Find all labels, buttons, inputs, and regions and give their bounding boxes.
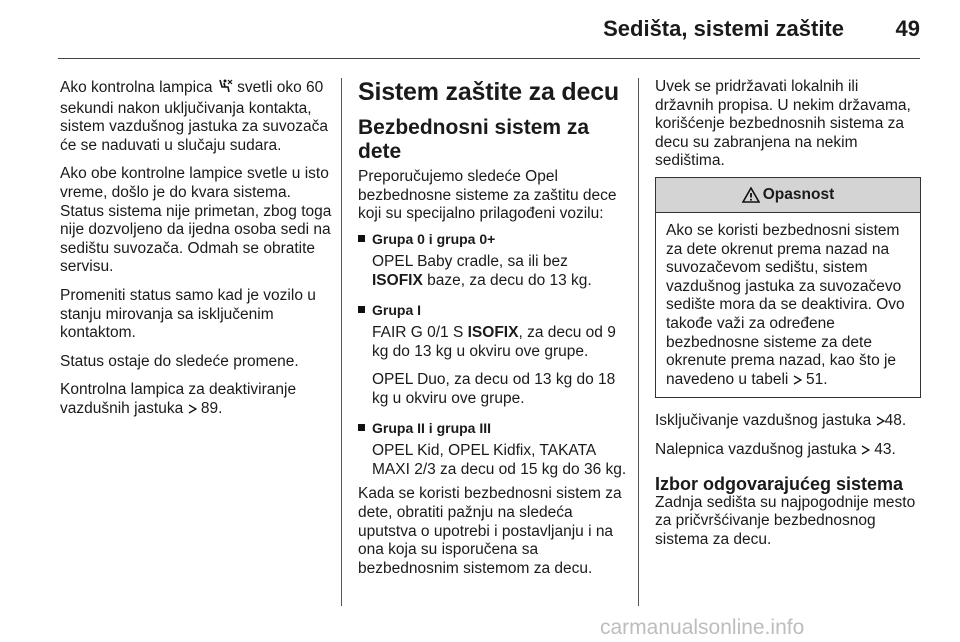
isofix-label: ISOFIX bbox=[372, 271, 423, 289]
column-1 bbox=[60, 78, 332, 429]
column-divider-2 bbox=[638, 78, 639, 606]
bullet-square-icon bbox=[358, 235, 365, 242]
page-number: 49 bbox=[895, 16, 920, 41]
column-3 bbox=[655, 78, 921, 559]
page-reference-link[interactable]: 48. bbox=[884, 412, 907, 430]
paragraph-text: Ako kontrolna lampica bbox=[60, 79, 213, 96]
paragraph-status-remains: Status ostaje do sledeće promene. bbox=[60, 352, 299, 370]
page-reference-arrow-icon bbox=[861, 442, 870, 452]
warning-text: Ako se koristi bezbednosni sistem za dete okrenut prema nazad na suvozačevom sedištu, sistem vazdušnog jastuka za suvozačevo sedište mora da se deaktivira. Ovo takođe važi za određene bezbednosne sisteme za dete okrenute prema nazad, kao što je navedeno u tabeli bbox=[666, 221, 905, 388]
watermark: carmanualsonline.info bbox=[600, 616, 805, 639]
list-item bbox=[358, 301, 630, 321]
subsection-heading: Izbor odgovarajućeg sistema bbox=[655, 473, 904, 494]
paragraph-change-status: Promeniti status samo kad je vozilo u stanju mirovanja sa isključenim kontaktom. bbox=[60, 286, 316, 342]
group-description bbox=[358, 253, 630, 290]
warning-title: Opasnost bbox=[762, 185, 835, 203]
group-text: FAIR G 0/1 S bbox=[372, 324, 464, 342]
page-reference-link[interactable]: 43. bbox=[874, 440, 896, 458]
reference-text: Isključivanje vazdušnog jastuka bbox=[655, 412, 872, 430]
intro-paragraph: Preporučujemo sledeće Opel bezbednosne sisteme za zaštitu dece koji su specijalno prilagođeni vozilu: bbox=[358, 168, 617, 223]
group-title: Grupa I bbox=[372, 301, 422, 318]
bullet-square-icon bbox=[358, 306, 365, 313]
cross-reference bbox=[655, 412, 921, 431]
group-description: OPEL Kid, OPEL Kidfix, TAKATA MAXI 2/3 za decu od 15 kg do 36 kg. bbox=[372, 442, 627, 478]
column-2 bbox=[358, 78, 630, 588]
warning-triangle-icon bbox=[742, 187, 760, 203]
column-divider-1 bbox=[341, 78, 342, 606]
bullet-square-icon bbox=[358, 424, 365, 431]
regulations-paragraph: Uvek se pridržavati lokalnih ili državnih propisa. U nekim državama, korišćenje bezbednosnih sistema za decu su zabranjena na nekim sedištima. bbox=[655, 78, 911, 170]
page-reference-link[interactable]: 51. bbox=[806, 370, 828, 388]
paragraph-text: svetli oko 60 sekundi nakon uključivanja kontakta, sistem vazdušnog jastuka za suvozača će se naduvati u slučaju sudara. bbox=[60, 79, 328, 154]
airbag-off-seat-icon bbox=[217, 78, 233, 100]
page-reference-arrow-icon bbox=[793, 372, 802, 382]
warning-body bbox=[656, 213, 920, 397]
list-item bbox=[358, 230, 630, 250]
cross-reference bbox=[655, 441, 921, 460]
warning-header bbox=[656, 178, 920, 213]
header-divider bbox=[58, 58, 920, 59]
running-header-title: Sedišta, sistemi zaštite bbox=[603, 16, 844, 41]
page-reference-link[interactable]: 89. bbox=[200, 399, 223, 417]
rear-seats-paragraph: Zadnja sedišta su najpogodnije mesto za pričvršćivanje bezbednosnog sistema za decu. bbox=[655, 493, 916, 548]
paragraph-fault: Ako obe kontrolne lampice svetle u isto vreme, došlo je do kvara sistema. Status sistema nije primetan, zbog toga nije dozvoljeno da ijedna osoba sedi na sedištu suvozača. Odmah se obratite servisu. bbox=[60, 165, 332, 276]
subsection-heading: Bezbednosni sistem za dete bbox=[358, 116, 590, 163]
group-title: Grupa II i grupa III bbox=[372, 419, 492, 436]
page-reference-arrow-icon bbox=[876, 413, 885, 423]
reference-text: Nalepnica vazdušnog jastuka bbox=[655, 440, 857, 458]
group-description: OPEL Duo, za decu od 13 kg do 18 kg u okviru ove grupe. bbox=[372, 371, 616, 407]
group-description bbox=[358, 324, 630, 361]
group-text: baze, za decu do 13 kg. bbox=[427, 271, 592, 289]
group-text: OPEL Baby cradle, sa ili bez bbox=[372, 253, 568, 271]
closing-paragraph: Kada se koristi bezbednosni sistem za dete, obratiti pažnju na sledeća uputstva o upotrebi i postavljanju i na ona koja su isporučena sa bezbednosnim sistemom za decu. bbox=[358, 485, 622, 577]
warning-box bbox=[655, 177, 921, 398]
group-title: Grupa 0 i grupa 0+ bbox=[372, 230, 496, 247]
paragraph-deactivation-ref bbox=[60, 381, 332, 418]
page-reference-arrow-icon bbox=[188, 401, 197, 411]
group-text: , za decu od 9 kg do 13 kg u okviru ove grupe. bbox=[372, 324, 616, 360]
paragraph-text: Kontrolna lampica za deaktiviranje vazdušnih jastuka bbox=[60, 381, 297, 417]
paragraph-indicator-light bbox=[60, 78, 332, 155]
section-heading: Sistem zaštite za decu bbox=[358, 78, 619, 106]
list-item bbox=[358, 419, 630, 439]
isofix-label: ISOFIX bbox=[467, 324, 519, 342]
